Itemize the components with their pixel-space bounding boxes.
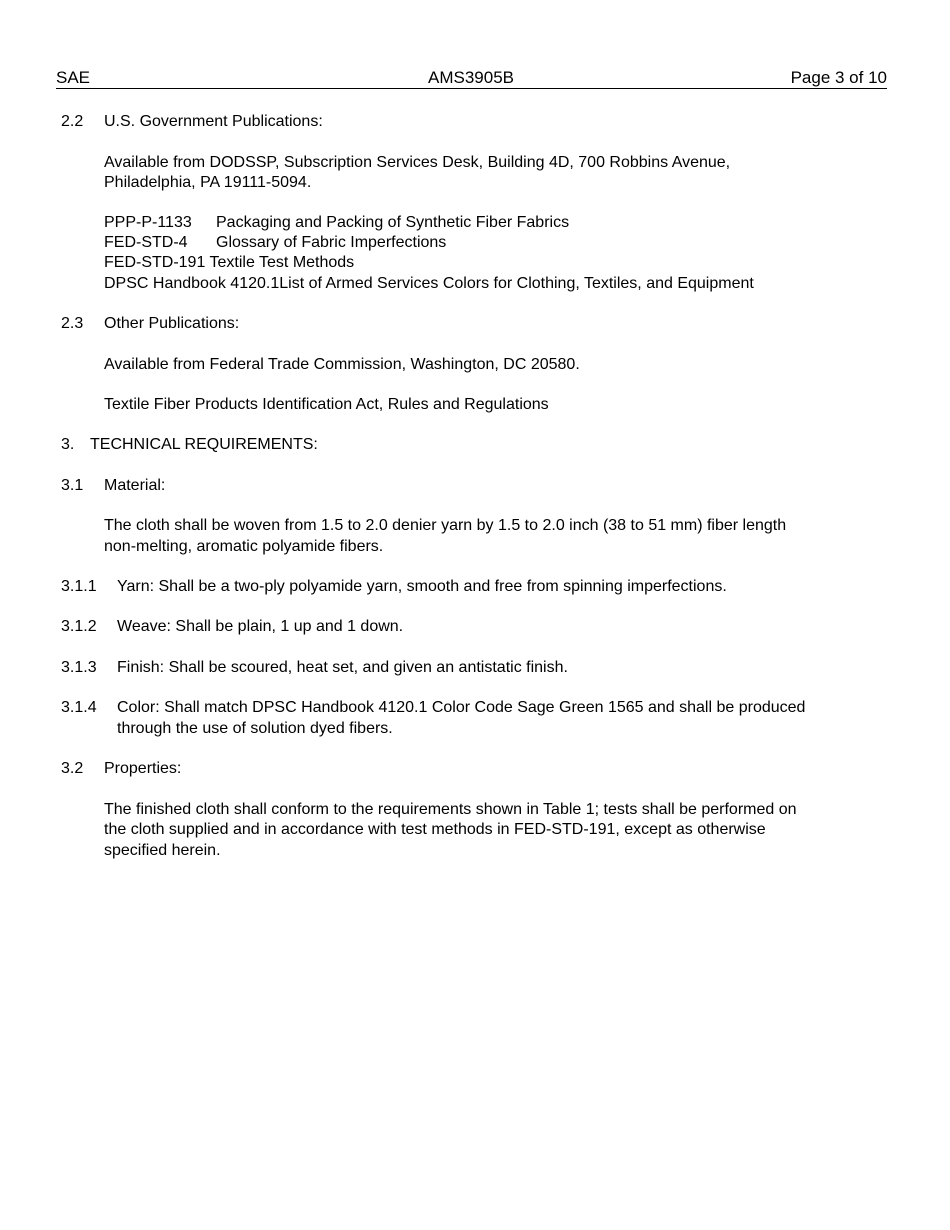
section-heading: U.S. Government Publications: — [104, 113, 323, 130]
paragraph-line: The finished cloth shall conform to the requirements shown in Table 1; tests shall be performed on — [104, 801, 797, 818]
reference-title: Textile Test Methods — [209, 254, 355, 271]
reference-title: Packaging and Packing of Synthetic Fiber Fabrics — [216, 214, 570, 231]
section-number: 3.1.2 — [61, 618, 97, 635]
paragraph-line: Yarn: Shall be a two-ply polyamide yarn, smooth and free from spinning imperfections. — [117, 578, 727, 595]
section-number: 2.3 — [61, 315, 84, 332]
section-number: 3.1.1 — [61, 578, 97, 595]
page-header — [56, 67, 887, 89]
header-org: SAE — [56, 68, 91, 87]
paragraph-line: The cloth shall be woven from 1.5 to 2.0 denier yarn by 1.5 to 2.0 inch (38 to 51 mm) fiber length — [104, 517, 787, 534]
paragraph-line: Color: Shall match DPSC Handbook 4120.1 Color Code Sage Green 1565 and shall be produced — [117, 699, 806, 716]
section-number: 3.1 — [61, 477, 84, 494]
header-page-number: Page 3 of 10 — [790, 68, 887, 87]
reference-title: List of Armed Services Colors for Clothing, Textiles, and Equipment — [279, 275, 754, 292]
paragraph-line: Available from Federal Trade Commission, Washington, DC 20580. — [104, 356, 580, 373]
paragraph-line: the cloth supplied and in accordance with test methods in FED-STD-191, except as otherwise — [104, 821, 766, 838]
paragraph-line: specified herein. — [104, 842, 221, 859]
section-heading: Other Publications: — [104, 315, 240, 332]
section-heading: TECHNICAL REQUIREMENTS: — [90, 436, 318, 453]
section-number: 2.2 — [61, 113, 84, 130]
reference-code: DPSC Handbook 4120.1 — [104, 275, 280, 292]
paragraph-line: through the use of solution dyed fibers. — [117, 720, 393, 737]
paragraph-line: Available from DODSSP, Subscription Services Desk, Building 4D, 700 Robbins Avenue, — [104, 154, 731, 171]
section-heading: Properties: — [104, 760, 182, 777]
reference-item — [104, 274, 754, 294]
section-number: 3. — [61, 436, 75, 453]
reference-title: Glossary of Fabric Imperfections — [216, 234, 447, 251]
reference-code: PPP-P-1133 — [104, 214, 192, 231]
section-number: 3.1.4 — [61, 699, 97, 716]
section-number: 3.2 — [61, 760, 84, 777]
paragraph-line: Philadelphia, PA 19111-5094. — [104, 174, 312, 191]
reference-code: FED-STD-191 — [104, 254, 206, 271]
paragraph-line: Textile Fiber Products Identification Act, Rules and Regulations — [104, 396, 549, 413]
paragraph-line: non-melting, aromatic polyamide fibers. — [104, 538, 384, 555]
section-heading: Material: — [104, 477, 166, 494]
reference-code: FED-STD-4 — [104, 234, 188, 251]
header-doc-id: AMS3905B — [428, 68, 514, 87]
section-number: 3.1.3 — [61, 659, 97, 676]
reference-item — [104, 253, 354, 273]
paragraph-line: Weave: Shall be plain, 1 up and 1 down. — [117, 618, 404, 635]
paragraph-line: Finish: Shall be scoured, heat set, and given an antistatic finish. — [117, 659, 568, 676]
